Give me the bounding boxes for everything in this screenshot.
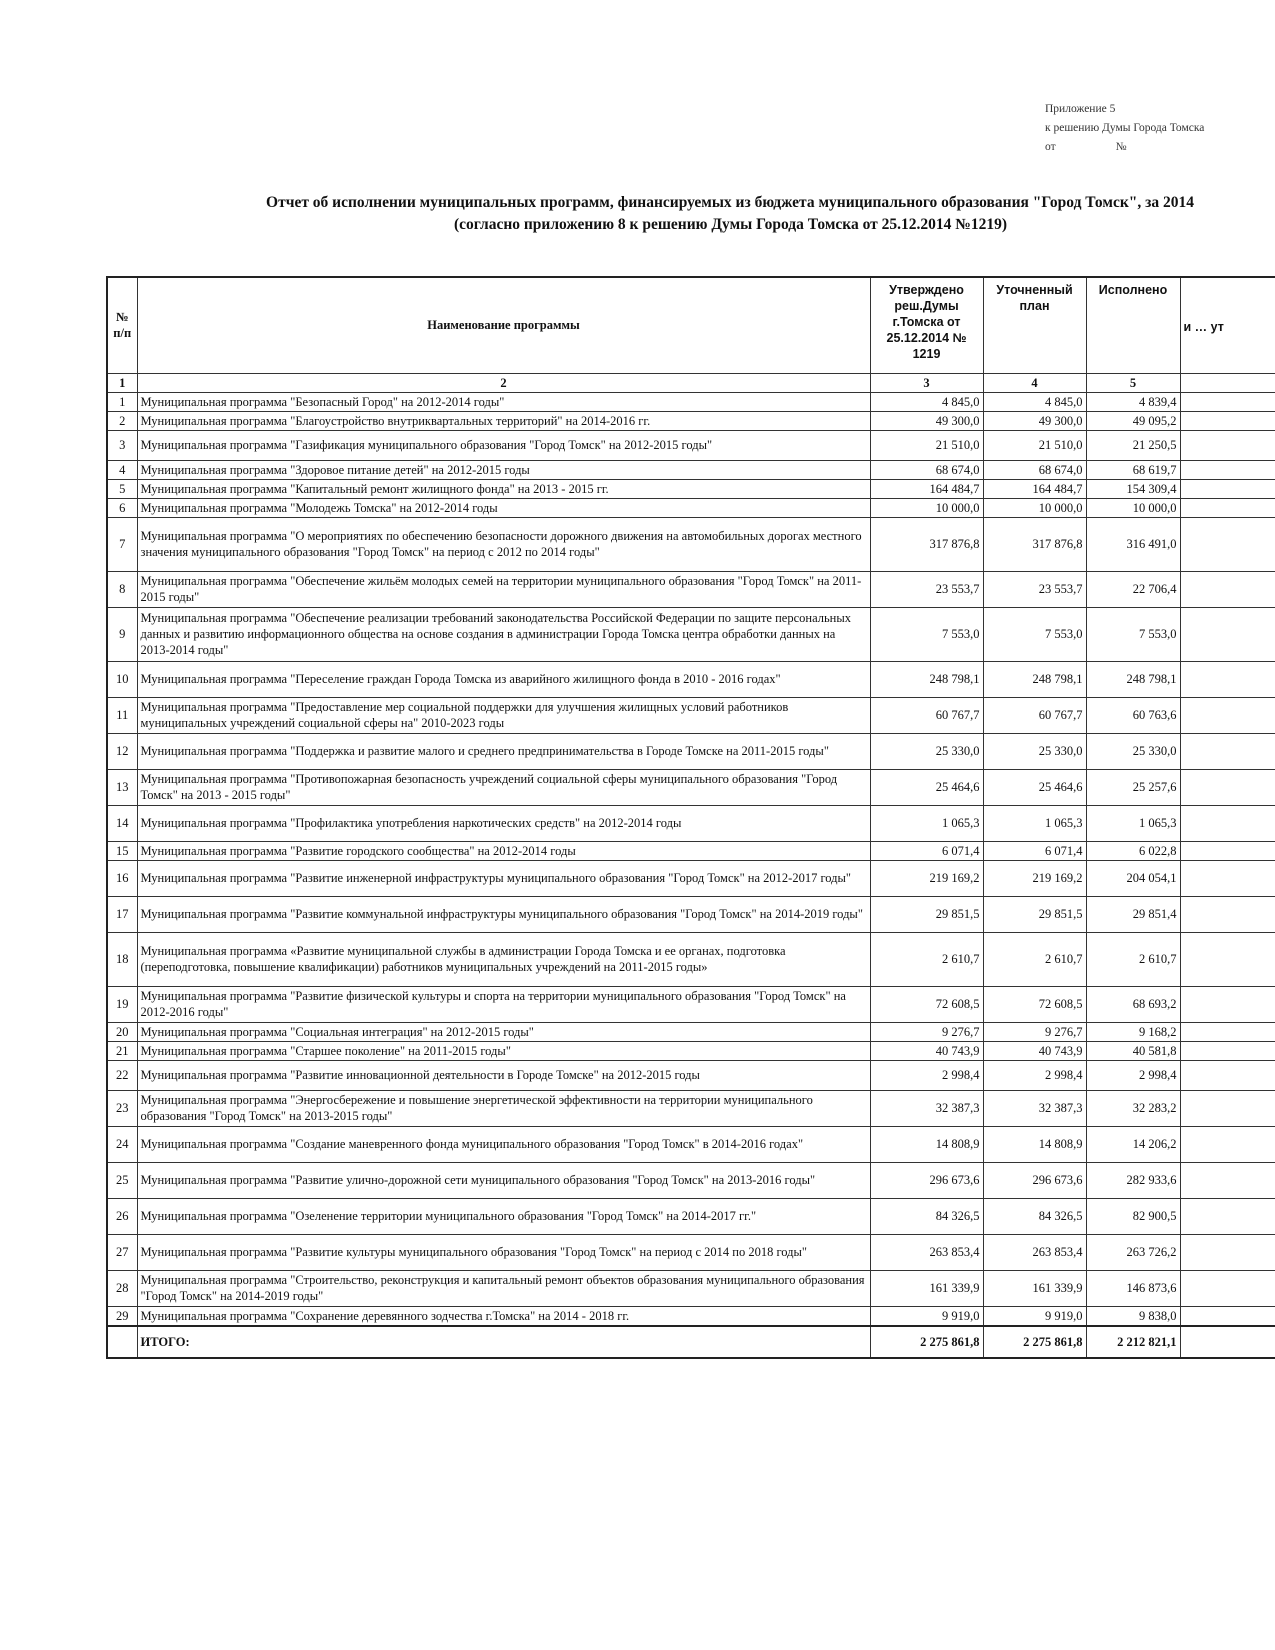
row-number: 3: [107, 430, 137, 460]
executed-amount: 1 065,3: [1086, 805, 1180, 841]
program-name: Муниципальная программа "Озеленение территории муниципального образования "Город Томск" на 2014-2017 гг.": [137, 1198, 870, 1234]
col6-cell-truncated: [1180, 460, 1275, 479]
column-number: [1180, 373, 1275, 392]
program-name: Муниципальная программа "Развитие городского сообщества" на 2012-2014 годы: [137, 841, 870, 860]
refined-amount: 10 000,0: [983, 498, 1086, 517]
refined-amount: 9 919,0: [983, 1306, 1086, 1326]
table-header-row: [107, 277, 1275, 373]
executed-amount: 4 839,4: [1086, 392, 1180, 411]
col6-cell-truncated: [1180, 1270, 1275, 1306]
approved-amount: 72 608,5: [870, 986, 983, 1022]
approved-amount: 7 553,0: [870, 607, 983, 661]
approved-amount: 40 743,9: [870, 1041, 983, 1060]
column-number: 5: [1086, 373, 1180, 392]
row-number: 27: [107, 1234, 137, 1270]
col6-cell-truncated: [1180, 1022, 1275, 1041]
header-num: № п/п: [107, 277, 137, 373]
program-name: Муниципальная программа "Молодежь Томска" на 2012-2014 годы: [137, 498, 870, 517]
executed-amount: 9 838,0: [1086, 1306, 1180, 1326]
row-number: 4: [107, 460, 137, 479]
program-name: Муниципальная программа "Социальная интеграция" на 2012-2015 годы": [137, 1022, 870, 1041]
approved-amount: 25 330,0: [870, 733, 983, 769]
table-row: [107, 460, 1275, 479]
program-name: Муниципальная программа "Развитие коммунальной инфраструктуры муниципального образования "Город Томск" на 2014-2019 годы": [137, 896, 870, 932]
approved-amount: 317 876,8: [870, 517, 983, 571]
title-line-2: (согласно приложению 8 к решению Думы Города Томска от 25.12.2014 №1219): [453, 216, 1008, 233]
col6-cell-truncated: [1180, 1126, 1275, 1162]
refined-amount: 2 998,4: [983, 1060, 1086, 1090]
executed-amount: 82 900,5: [1086, 1198, 1180, 1234]
col6-cell-truncated: [1180, 571, 1275, 607]
row-number: 7: [107, 517, 137, 571]
executed-amount: 25 257,6: [1086, 769, 1180, 805]
row-number: 10: [107, 661, 137, 697]
appendix-number-label: №: [1115, 141, 1127, 153]
table-row: [107, 479, 1275, 498]
approved-amount: 9 919,0: [870, 1306, 983, 1326]
executed-amount: 248 798,1: [1086, 661, 1180, 697]
col6-cell-truncated: [1180, 1090, 1275, 1126]
executed-amount: 154 309,4: [1086, 479, 1180, 498]
row-number: 23: [107, 1090, 137, 1126]
row-number: 1: [107, 392, 137, 411]
approved-amount: 25 464,6: [870, 769, 983, 805]
row-number: 2: [107, 411, 137, 430]
column-number: 1: [107, 373, 137, 392]
col6-cell-truncated: [1180, 1198, 1275, 1234]
refined-amount: 317 876,8: [983, 517, 1086, 571]
table-row: [107, 1270, 1275, 1306]
table-row: [107, 986, 1275, 1022]
header-col6-truncated: и … ут: [1180, 277, 1275, 373]
program-name: Муниципальная программа "Энергосбережение и повышение энергетической эффективности на территории муниципального образования "Город Томск" на 2013-2015 годы": [137, 1090, 870, 1126]
table-row: [107, 841, 1275, 860]
appendix-line-1: Приложение 5: [1045, 103, 1116, 115]
column-number-row: [107, 373, 1275, 392]
table-row: [107, 517, 1275, 571]
row-number: 14: [107, 805, 137, 841]
refined-amount: 161 339,9: [983, 1270, 1086, 1306]
col6-cell-truncated: [1180, 932, 1275, 986]
executed-amount: 204 054,1: [1086, 860, 1180, 896]
executed-amount: 29 851,4: [1086, 896, 1180, 932]
program-name: Муниципальная программа "Развитие физической культуры и спорта на территории муниципального образования "Город Томск" на 2012-2016 годы": [137, 986, 870, 1022]
col6-cell-truncated: [1180, 769, 1275, 805]
refined-amount: 219 169,2: [983, 860, 1086, 896]
col6-cell-truncated: [1180, 392, 1275, 411]
row-number: 8: [107, 571, 137, 607]
row-number: 22: [107, 1060, 137, 1090]
appendix-date-number: [1045, 138, 1204, 157]
row-number: 28: [107, 1270, 137, 1306]
col6-cell-truncated: [1180, 479, 1275, 498]
table-row: [107, 1022, 1275, 1041]
approved-amount: 84 326,5: [870, 1198, 983, 1234]
executed-amount: 6 022,8: [1086, 841, 1180, 860]
row-number: 19: [107, 986, 137, 1022]
program-name: Муниципальная программа "Предоставление мер социальной поддержки для улучшения жилищных условий работников муниципальных учреждений социальной сферы на" 2010-2023 годы: [137, 697, 870, 733]
program-name: Муниципальная программа "Строительство, реконструкция и капитальный ремонт объектов образования муниципального образования "Город Томск" на 2014-2019 годы": [137, 1270, 870, 1306]
program-name: Муниципальная программа "Здоровое питание детей" на 2012-2015 годы: [137, 460, 870, 479]
table-row: [107, 1162, 1275, 1198]
executed-amount: 68 619,7: [1086, 460, 1180, 479]
executed-amount: 263 726,2: [1086, 1234, 1180, 1270]
refined-amount: 84 326,5: [983, 1198, 1086, 1234]
executed-amount: 25 330,0: [1086, 733, 1180, 769]
program-name: Муниципальная программа "Создание маневренного фонда муниципального образования "Город Томск" в 2014-2016 годах": [137, 1126, 870, 1162]
refined-amount: 296 673,6: [983, 1162, 1086, 1198]
refined-amount: 248 798,1: [983, 661, 1086, 697]
programs-report-table: [106, 276, 1275, 1359]
col6-cell-truncated: [1180, 841, 1275, 860]
approved-amount: 23 553,7: [870, 571, 983, 607]
col6-cell-truncated: [1180, 896, 1275, 932]
col6-cell-truncated: [1180, 498, 1275, 517]
refined-amount: 23 553,7: [983, 571, 1086, 607]
refined-amount: 60 767,7: [983, 697, 1086, 733]
table-row: [107, 1126, 1275, 1162]
refined-amount: 1 065,3: [983, 805, 1086, 841]
table-row: [107, 1041, 1275, 1060]
program-name: Муниципальная программа "Старшее поколение" на 2011-2015 годы": [137, 1041, 870, 1060]
row-number: 16: [107, 860, 137, 896]
col6-cell-truncated: [1180, 1234, 1275, 1270]
program-name: Муниципальная программа "Развитие инженерной инфраструктуры муниципального образования "Город Томск" на 2012-2017 годы": [137, 860, 870, 896]
program-name: Муниципальная программа "Поддержка и развитие малого и среднего предпринимательства в Городе Томске на 2011-2015 годы": [137, 733, 870, 769]
col6-cell-truncated: [1180, 517, 1275, 571]
refined-amount: 263 853,4: [983, 1234, 1086, 1270]
table-row: [107, 1306, 1275, 1326]
approved-amount: 296 673,6: [870, 1162, 983, 1198]
col6-cell-truncated: [1180, 1041, 1275, 1060]
column-number: 3: [870, 373, 983, 392]
approved-amount: 263 853,4: [870, 1234, 983, 1270]
approved-amount: 1 065,3: [870, 805, 983, 841]
table-row: [107, 860, 1275, 896]
table-row: [107, 1198, 1275, 1234]
executed-amount: 32 283,2: [1086, 1090, 1180, 1126]
approved-amount: 219 169,2: [870, 860, 983, 896]
col6-cell-truncated: [1180, 1162, 1275, 1198]
approved-amount: 32 387,3: [870, 1090, 983, 1126]
refined-amount: 25 330,0: [983, 733, 1086, 769]
executed-amount: 282 933,6: [1086, 1162, 1180, 1198]
row-number: 21: [107, 1041, 137, 1060]
executed-amount: 40 581,8: [1086, 1041, 1180, 1060]
program-name: Муниципальная программа "Обеспечение реализации требований законодательства Российской Федерации по защите персональных данных и развитию информационного общества на основе создания в администрации Города Томска центра обработки данных на 2013-2014 годы": [137, 607, 870, 661]
refined-amount: 49 300,0: [983, 411, 1086, 430]
header-program-name: Наименование программы: [137, 277, 870, 373]
refined-amount: 32 387,3: [983, 1090, 1086, 1126]
refined-amount: 164 484,7: [983, 479, 1086, 498]
appendix-line-2: к решению Думы Города Томска: [1045, 122, 1205, 134]
approved-amount: 21 510,0: [870, 430, 983, 460]
table-row: [107, 697, 1275, 733]
executed-amount: 60 763,6: [1086, 697, 1180, 733]
executed-amount: 49 095,2: [1086, 411, 1180, 430]
program-name: Муниципальная программа "Переселение граждан Города Томска из аварийного жилищного фонда в 2010 - 2016 годах": [137, 661, 870, 697]
table-row: [107, 1234, 1275, 1270]
table-row: [107, 805, 1275, 841]
executed-amount: 14 206,2: [1086, 1126, 1180, 1162]
approved-amount: 2 998,4: [870, 1060, 983, 1090]
program-name: Муниципальная программа "Развитие инновационной деятельности в Городе Томске" на 2012-2015 годы: [137, 1060, 870, 1090]
table-row: [107, 571, 1275, 607]
executed-amount: 9 168,2: [1086, 1022, 1180, 1041]
row-number: 18: [107, 932, 137, 986]
total-row: [107, 1326, 1275, 1358]
refined-amount: 9 276,7: [983, 1022, 1086, 1041]
program-name: Муниципальная программа "Развитие улично-дорожной сети муниципального образования "Город Томск" на 2013-2016 годы": [137, 1162, 870, 1198]
row-number: 17: [107, 896, 137, 932]
row-number: 13: [107, 769, 137, 805]
program-name: Муниципальная программа "Капитальный ремонт жилищного фонда" на 2013 - 2015 гг.: [137, 479, 870, 498]
refined-amount: 7 553,0: [983, 607, 1086, 661]
program-name: Муниципальная программа "Безопасный Город" на 2012-2014 годы": [137, 392, 870, 411]
executed-amount: 316 491,0: [1086, 517, 1180, 571]
total-label: ИТОГО:: [137, 1326, 870, 1358]
approved-amount: 9 276,7: [870, 1022, 983, 1041]
col6-cell-truncated: [1180, 805, 1275, 841]
table-row: [107, 896, 1275, 932]
row-number: 25: [107, 1162, 137, 1198]
approved-amount: 6 071,4: [870, 841, 983, 860]
appendix-note: [1045, 100, 1204, 157]
approved-amount: 68 674,0: [870, 460, 983, 479]
approved-amount: 29 851,5: [870, 896, 983, 932]
table-row: [107, 411, 1275, 430]
executed-amount: 146 873,6: [1086, 1270, 1180, 1306]
program-name: Муниципальная программа "Сохранение деревянного зодчества г.Томска" на 2014 - 2018 гг.: [137, 1306, 870, 1326]
refined-amount: 21 510,0: [983, 430, 1086, 460]
col6-cell-truncated: [1180, 661, 1275, 697]
column-number: 4: [983, 373, 1086, 392]
refined-amount: 6 071,4: [983, 841, 1086, 860]
row-number: 26: [107, 1198, 137, 1234]
table-row: [107, 392, 1275, 411]
total-refined: 2 275 861,8: [983, 1326, 1086, 1358]
total-approved: 2 275 861,8: [870, 1326, 983, 1358]
column-number: 2: [137, 373, 870, 392]
title-line-1: Отчет об исполнении муниципальных программ, финансируемых из бюджета муниципального образования "Город Томск", за 2014: [266, 194, 1194, 211]
document-title: [0, 192, 1275, 236]
table-row: [107, 1090, 1275, 1126]
col6-cell-truncated: [1180, 733, 1275, 769]
refined-amount: 29 851,5: [983, 896, 1086, 932]
refined-amount: 2 610,7: [983, 932, 1086, 986]
refined-amount: 72 608,5: [983, 986, 1086, 1022]
table-row: [107, 932, 1275, 986]
header-approved: Утверждено реш.Думы г.Томска от 25.12.2014 № 1219: [870, 277, 983, 373]
row-number: 6: [107, 498, 137, 517]
table-row: [107, 733, 1275, 769]
table-row: [107, 1060, 1275, 1090]
approved-amount: 2 610,7: [870, 932, 983, 986]
program-name: Муниципальная программа "Газификация муниципального образования "Город Томск" на 2012-2015 годы": [137, 430, 870, 460]
executed-amount: 2 610,7: [1086, 932, 1180, 986]
row-number: 11: [107, 697, 137, 733]
table-row: [107, 498, 1275, 517]
row-number: 12: [107, 733, 137, 769]
executed-amount: 7 553,0: [1086, 607, 1180, 661]
approved-amount: 248 798,1: [870, 661, 983, 697]
approved-amount: 60 767,7: [870, 697, 983, 733]
table-row: [107, 607, 1275, 661]
col6-cell-truncated: [1180, 697, 1275, 733]
appendix-from-label: от: [1045, 141, 1056, 153]
refined-amount: 25 464,6: [983, 769, 1086, 805]
col6-cell-truncated: [1180, 860, 1275, 896]
executed-amount: 68 693,2: [1086, 986, 1180, 1022]
row-number: 5: [107, 479, 137, 498]
header-refined-plan: Уточненный план: [983, 277, 1086, 373]
executed-amount: 2 998,4: [1086, 1060, 1180, 1090]
table-row: [107, 661, 1275, 697]
approved-amount: 161 339,9: [870, 1270, 983, 1306]
program-name: Муниципальная программа "Развитие культуры муниципального образования "Город Томск" на период с 2014 по 2018 годы": [137, 1234, 870, 1270]
total-executed: 2 212 821,1: [1086, 1326, 1180, 1358]
program-name: Муниципальная программа "Противопожарная безопасность учреждений социальной сферы муниципального образования "Город Томск" на 2013 - 2015 годы": [137, 769, 870, 805]
col6-cell-truncated: [1180, 607, 1275, 661]
col6-cell-truncated: [1180, 411, 1275, 430]
executed-amount: 22 706,4: [1086, 571, 1180, 607]
refined-amount: 40 743,9: [983, 1041, 1086, 1060]
row-number: 29: [107, 1306, 137, 1326]
program-name: Муниципальная программа "Профилактика употребления наркотических средств" на 2012-2014 годы: [137, 805, 870, 841]
program-name: Муниципальная программа "Обеспечение жильём молодых семей на территории муниципального образования "Город Томск" на 2011-2015 годы": [137, 571, 870, 607]
row-number: 9: [107, 607, 137, 661]
row-number: 15: [107, 841, 137, 860]
approved-amount: 14 808,9: [870, 1126, 983, 1162]
approved-amount: 49 300,0: [870, 411, 983, 430]
program-name: Муниципальная программа "Благоустройство внутриквартальных территорий" на 2014-2016 гг.: [137, 411, 870, 430]
executed-amount: 10 000,0: [1086, 498, 1180, 517]
col6-cell-truncated: [1180, 1306, 1275, 1326]
header-executed: Исполнено: [1086, 277, 1180, 373]
approved-amount: 164 484,7: [870, 479, 983, 498]
program-name: Муниципальная программа «Развитие муниципальной службы в администрации Города Томска и ее органах, подготовка (переподготовка, повышение квалификации) работников муниципальных учреждений на 2011-2015 годы»: [137, 932, 870, 986]
row-number: 20: [107, 1022, 137, 1041]
program-name: Муниципальная программа "О мероприятиях по обеспечению безопасности дорожного движения на автомобильных дорогах местного значения муниципального образования "Город Томск" на период с 2012 по 2014 годы": [137, 517, 870, 571]
approved-amount: 4 845,0: [870, 392, 983, 411]
refined-amount: 68 674,0: [983, 460, 1086, 479]
col6-cell-truncated: [1180, 986, 1275, 1022]
refined-amount: 14 808,9: [983, 1126, 1086, 1162]
col6-cell-truncated: [1180, 1060, 1275, 1090]
refined-amount: 4 845,0: [983, 392, 1086, 411]
approved-amount: 10 000,0: [870, 498, 983, 517]
col6-cell-truncated: [1180, 430, 1275, 460]
row-number: 24: [107, 1126, 137, 1162]
table-row: [107, 430, 1275, 460]
table-row: [107, 769, 1275, 805]
executed-amount: 21 250,5: [1086, 430, 1180, 460]
